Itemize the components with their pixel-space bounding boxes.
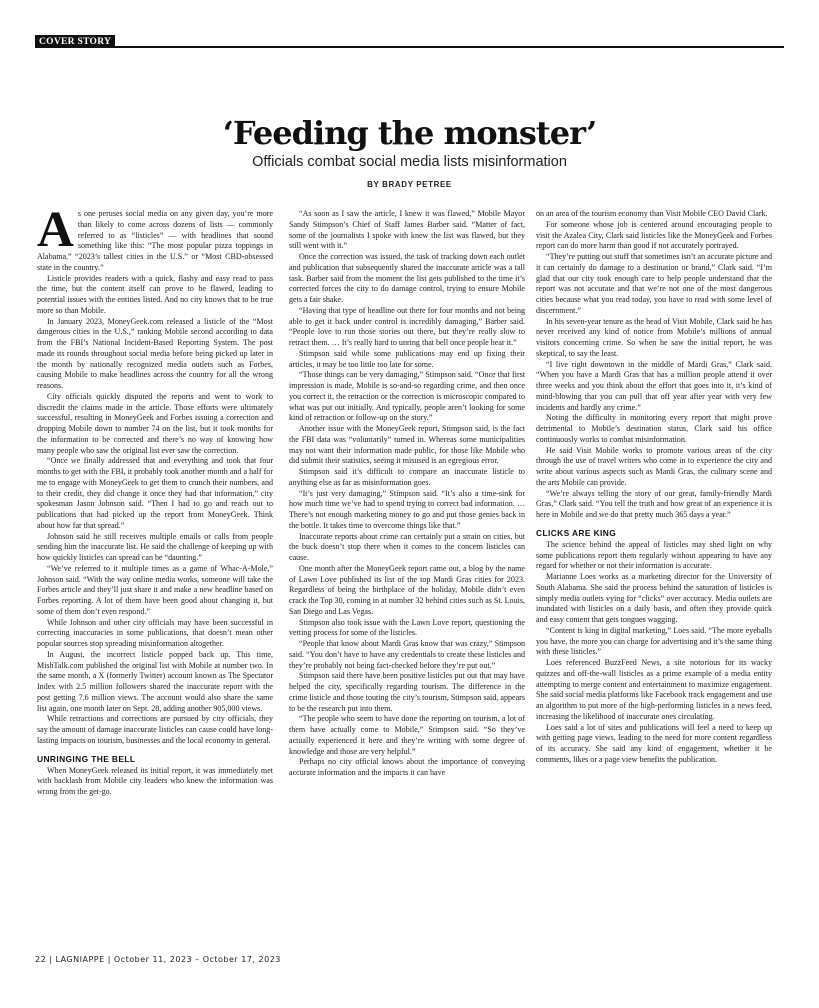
paragraph: “We’re always telling the story of our great, family-friendly Mardi Gras,” Clark said. “You tell the truth and how great of an experience it is here in Mobile and we do that pretty much 365 days a year.” — [536, 488, 772, 519]
paragraph: Stimpson also took issue with the Lawn Love report, questioning the vetting process for some of the listicles. — [289, 617, 525, 638]
paragraph: As one peruses social media on any given day, you’re more than likely to come across dozens of lists — commonly referred to as “listicles” — with headlines that sound something like this: “The most popular pizza toppings in Alabama,” “2023’s tallest cities in the U.S.” or “Most CBD-obsessed state in the country.” — [37, 202, 273, 272]
paragraph: “The people who seem to have done the reporting on tourism, a lot of them have actually come to Mobile,” Stimpson said. “So they’ve actually experienced it here and they’re writing with some degree of knowledge and those are very helpful.” — [289, 714, 525, 756]
column-3 — [536, 209, 772, 766]
section-header — [35, 35, 784, 48]
paragraph: “I live right downtown in the middle of Mardi Gras,” Clark said. “When you have a Mardi Gras that has a million people attend it over three weeks and you think about the effort that goes into it, it’s kind of mind-blowing that you can pull that off year after year with very few incidents and hardly any crime.” — [536, 359, 772, 412]
paragraph: One month after the MoneyGeek report came out, a blog by the name of Lawn Love published its list of the top Mardi Gras cities for 2023. Regardless of being the birthplace of the holiday, Mobile didn’t even crack the Top 30, coming in at number 32 behind cities such as St. Louis, San Diego and Las Vegas. — [289, 563, 525, 616]
byline: BY BRADY PETREE — [367, 180, 452, 189]
paragraph: Another issue with the MoneyGeek report, Stimpson said, is the fact the FBI data was “voluntarily” turned in. Whereas some municipalities may not want their information made public, for those like Mobile who did submit their statistics, seeing it misused is an egregious error. — [289, 424, 525, 466]
paragraph: Loes said a lot of sites and publications will feel a need to keep up with getting page views, leading to the need for more content regardless of its accuracy. She said any kind of engagement, whether it be comments, likes or a page view benefits the publication. — [536, 722, 772, 764]
paragraph: For someone whose job is centered around encouraging people to visit the Azalea City, Clark said listicles like the MoneyGeek and Forbes report can do more harm than good if not accurately portrayed. — [536, 219, 772, 251]
paragraph: When MoneyGeek released its initial report, it was immediately met with backlash from Mobile city leaders who knew the information was wrong from the get-go. — [37, 765, 273, 796]
paragraph: “Once we finally addressed that and everything and took that four months to get with the FBI, it probably took another month and a half for me to engage with MoneyGeek to get them to crunch their numbers, and to their credit, they did change it once they had that information,” city spokesman Jason Johnson said. “Then I had to go and reach out to publications that had picked up the report from MoneyGeek. Think about how far that spread.” — [37, 456, 273, 530]
section-tag: COVER STORY — [35, 35, 115, 48]
paragraph: “As soon as I saw the article, I knew it was flawed,” Mobile Mayor Sandy Stimpson’s Chief of Staff James Barber said. “Matter of fact, some of the journalists I spoke with knew the list was flawed, but they still went with it.” — [289, 209, 525, 251]
section-rule — [35, 46, 784, 48]
paragraph: “They’re putting out stuff that sometimes isn’t an accurate picture and it can certainly do damage to a destination or brand,” Clark said. “I’m glad that our city took enough care to help people understand that the report was not accurate and that we’re not one of the most dangerous cities because what you read today, you have to read with some level of discernment.” — [536, 252, 772, 315]
paragraph: Stimpson said it’s difficult to compare an inaccurate listicle to anything else as far as misinformation goes. — [289, 467, 525, 487]
drop-cap: A — [37, 202, 74, 258]
paragraph: In his seven-year tenure as the head of Visit Mobile, Clark said he has never received any kind of notice from Mobile’s millions of annual visitors concerning crime. So when he saw the initial report, he was skeptical, to say the least. — [536, 316, 772, 358]
paragraph: “Those things can be very damaging,” Stimpson said. “Once that first impression is made, Mobile is so-and-so regarding crime, and then once you correct it, the retraction or the correction is microscopic compared to what was put out initially. And typically, people aren’t looking for some kind of retraction or follow-up on the story.” — [289, 370, 525, 423]
paragraph: Perhaps no city official knows about the importance of conveying accurate information and the impacts it can have — [289, 757, 525, 777]
paragraph: The science behind the appeal of listicles may shed light on why some publications report them regularly without appearing to have any regard for whether or not their information is accurate. — [536, 539, 772, 571]
paragraph: Stimpson said there have been positive listicles put out that may have helped the city, specifically regarding tourism. The difference in the crime listicle and those touting the city’s tourism, Stimpson said, appears to be the research put into them. — [289, 671, 525, 713]
subheading-unringing: UNRINGING THE BELL — [37, 753, 136, 764]
page-footer: 22 | LAGNIAPPE | October 11, 2023 – October 17, 2023 — [35, 955, 281, 964]
paragraph: Noting the difficulty in monitoring every report that might prove detrimental to Mobile’s destination status, Clark said his office continuously works to combat misinformation. — [536, 413, 772, 444]
paragraph: “People that know about Mardi Gras know that was crazy,” Stimpson said. “You don’t have to have any credentials to create these listicles and they’re probably not being fact-checked before they’re put out.” — [289, 639, 525, 670]
paragraph: In August, the incorrect listicle popped back up. This time, MishTalk.com published the original list with Mobile at number two. In the same month, a X (formerly Twitter) account known as The Spectator Index with 2.5 million followers shared the inaccurate report with the post getting 7.6 million views. The account would also share the same list again, one month later on Sept. 28, adding another 905,000 views. — [37, 649, 273, 713]
paragraph: City officials quickly disputed the reports and went to work to discredit the claims made in the article. Those efforts were ultimately successful, resulting in MoneyGeek and Forbes issuing a correction and dropping Mobile down to number 74 on the list, but it took months for the information to be corrected and there’s no way of knowing how many people who saw the original list ever saw the correction. — [37, 391, 273, 455]
paragraph: While retractions and corrections are pursued by city officials, they say the amount of damage inaccurate listicles can cause could have long-lasting impacts on tourism, businesses and the local economy in general. — [37, 714, 273, 745]
paragraph: “Content is king in digital marketing,” Loes said. “The more eyeballs you have, the more you can charge for advertising and it’s the same thing with these listicles.” — [536, 625, 772, 657]
subhead: Officials combat social media lists misinformation — [252, 154, 567, 170]
paragraph: In January 2023, MoneyGeek.com released a listicle of the “Most dangerous cities in the U.S.,” ranking Mobile second according to data from the FBI’s National Incident-Based Reporting System. The post made its rounds throughout social media before being picked up later in the month by nationally recognized media outlets such as Forbes, causing Mobile to make headlines across the country for all the wrong reasons. — [37, 316, 273, 390]
headline: ‘Feeding the monster’ — [222, 114, 597, 152]
paragraph: Listicle provides readers with a quick, flashy and easy read to pass the time, but the content itself can prove to be flawed, leading to potential issues with the entities listed. And no city knows that to be true more so than Mobile. — [37, 273, 273, 315]
paragraph: on an area of the tourism economy than Visit Mobile CEO David Clark. — [536, 209, 768, 218]
column-1 — [37, 202, 273, 798]
paragraph: Once the correction was issued, the task of tracking down each outlet and publication that subsequently shared the inaccurate article was a tall task. Barber said from the moment the list gets published to the time it’s corrected forces the city to do damage control, trying to ensure Mobile gets a fair shake. — [289, 252, 525, 304]
paragraph: Loes referenced BuzzFeed News, a site notorious for its wacky quizzes and off-the-wall listicles as a prime example of a media entity attempting to merge content and entertainment to maximize engagement. She said social media platforms like Facebook track engagement and use an algorithm to put more of the high-performing listicles in a news feed, increasing the likelihood of inaccurate ones circulating. — [536, 658, 772, 721]
paragraph: Johnson said he still receives multiple emails or calls from people sending him the inaccurate list. He said the challenge of keeping up with how quickly listicles can spread can be “daunting.” — [37, 531, 273, 562]
paragraph: Marianne Loes works as a marketing director for the University of South Alabama. She said the process behind the saturation of listicles is simply media outlets vying for “clicks” over accuracy. Media outlets are inundated with listicles on a daily basis, and often they provide quick and easy content that gets tongues wagging. — [536, 572, 772, 624]
paragraph: “We’ve referred to it multiple times as a game of Whac-A-Mole,” Johnson said. “With the way online media works, someone will take the Forbes article and they’ll just share it and make a new headline based on Forbes reporting. A lot of them have been good about changing it, but some of them don’t even respond.” — [37, 563, 273, 616]
paragraph: While Johnson and other city officials may have been successful in correcting inaccuracies in some publications, that doesn’t mean other popular sources stop spreading misinformation altogether. — [37, 617, 273, 648]
paragraph: “It’s just very damaging,” Stimpson said. “It’s also a time-sink for how much time we’ve had to spend trying to correct bad information. … There’s not enough marketing money to go and put those genies back in the bottle. It takes time to overcome things like that.” — [289, 488, 525, 530]
paragraph: Stimpson said while some publications may end up fixing their articles, it may be too little too late for some. — [289, 348, 525, 369]
column-2 — [289, 209, 525, 779]
paragraph: He said Visit Mobile works to promote various areas of the city through the use of travel writers who come in to experience the city and write about various aspects such as Mardi Gras, the culinary scene and the arts Mobile can provide. — [536, 445, 772, 487]
paragraph: Inaccurate reports about crime can certainly put a strain on cities, but the buck doesn’t stop there when it comes to the concern listicles can cause. — [289, 531, 525, 562]
subheading-clicks: CLICKS ARE KING — [536, 527, 617, 538]
paragraph: “Having that type of headline out there for four months and not being able to get it back under control is incredibly damaging,” Barber said. “People love to run those stories out there, but they’re really slow to retract them. … It’s really hard to unring that bell once people hear it.” — [289, 305, 525, 347]
